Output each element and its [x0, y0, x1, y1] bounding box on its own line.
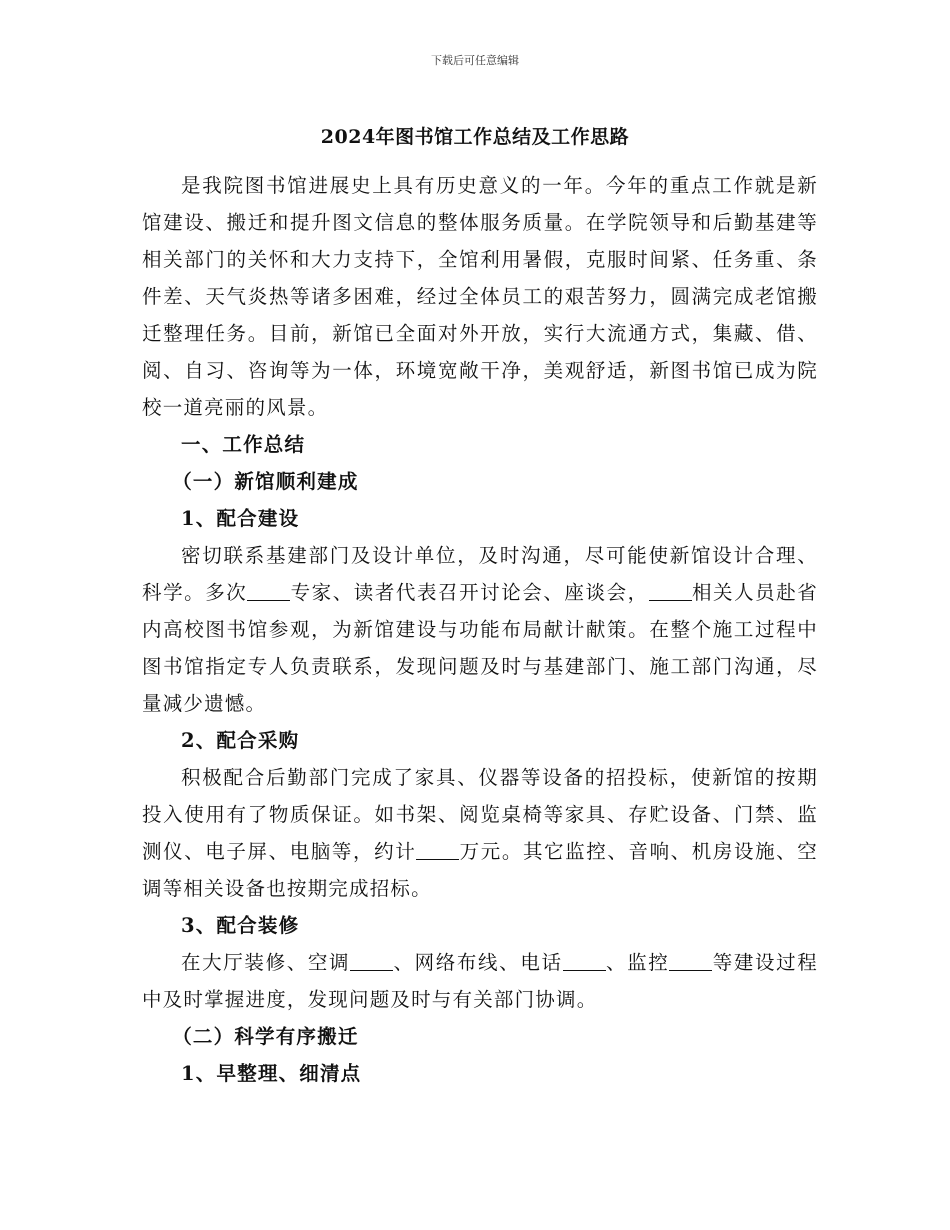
text-run: 等建设过程中及时掌握进度，发现问题及时与有关部门协调。	[142, 951, 818, 1011]
text-run: 、网络布线、电话	[393, 951, 563, 974]
text-run: 积极配合后勤部门完成了家具、仪器等设备的招投标，使新馆的按期投入使用有了物质保证。如书架、阅览桌椅等家具、存贮设备、门禁、监测仪、电子屏、电脑等，约计	[142, 766, 818, 863]
blank-underline	[563, 951, 606, 972]
blank-underline	[669, 951, 712, 972]
document-title: 2024年图书馆工作总结及工作思路	[320, 126, 630, 148]
blank-underline	[649, 581, 692, 602]
text-run: 密切联系基建部门及设计单位，及时沟通，尽可能使新馆设计合理、科学。多次	[142, 544, 818, 604]
decoration-paragraph	[142, 944, 818, 1018]
text-run: 、监控	[605, 951, 670, 974]
item-heading-procurement: 2、配合采购	[181, 729, 300, 752]
item-heading-construction: 1、配合建设	[181, 507, 300, 530]
construction-paragraph	[142, 537, 818, 722]
item-heading-early-sorting: 1、早整理、细清点	[181, 1062, 362, 1085]
item-heading-decoration: 3、配合装修	[181, 914, 300, 937]
text-run: 专家、读者代表召开讨论会、座谈会，	[290, 581, 649, 604]
text-run: 在大厅装修、空调	[181, 951, 351, 974]
blank-underline	[416, 840, 459, 861]
page-header-note: 下载后可任意编辑	[431, 54, 519, 67]
intro-paragraph: 是我院图书馆进展史上具有历史意义的一年。今年的重点工作就是新馆建设、搬迁和提升图文信息的整体服务质量。在学院领导和后勤基建等相关部门的关怀和大力支持下，全馆利用暑假，克服时间紧、任务重、条件差、天气炎热等诸多困难，经过全体员工的艰苦努力，圆满完成老馆搬迁整理任务。目前，新馆已全面对外开放，实行大流通方式，集藏、借、阅、自习、咨询等为一体，环境宽敞干净，美观舒适，新图书馆已成为院校一道亮丽的风景。	[142, 174, 818, 419]
subsection-heading-relocation: （二）科学有序搬迁	[172, 1025, 359, 1048]
blank-underline	[350, 951, 393, 972]
text-run: 相关人员赴省内高校图书馆参观，为新馆建设与功能布局献计献策。在整个施工过程中图书馆指定专人负责联系，发现问题及时与基建部门、施工部门沟通，尽量减少遗憾。	[142, 581, 818, 715]
blank-underline	[247, 581, 290, 602]
subsection-heading-new-library: （一）新馆顺利建成	[172, 470, 359, 493]
procurement-paragraph	[142, 759, 818, 907]
text-run: 万元。其它监控、音响、机房设施、空调等相关设备也按期完成招标。	[142, 840, 818, 900]
section-heading-work-summary: 一、工作总结	[181, 433, 306, 456]
document-body	[142, 167, 818, 1092]
